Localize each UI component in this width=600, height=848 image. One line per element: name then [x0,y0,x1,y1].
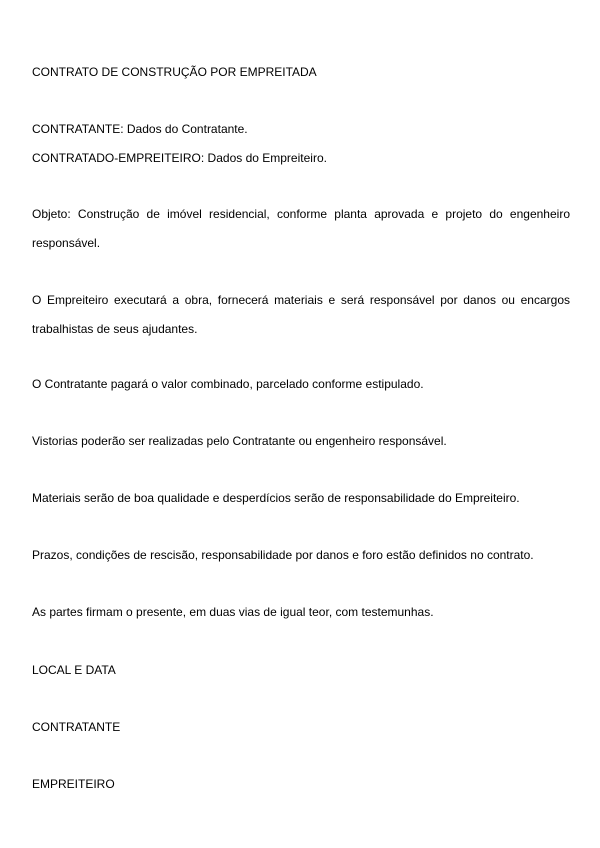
clause-pagamento: O Contratante pagará o valor combinado, parcelado conforme estipulado. [32,377,424,391]
signature-local-data: LOCAL E DATA [32,663,116,677]
clause-encerramento: As partes firmam o presente, em duas vias de igual teor, com testemunhas. [32,605,434,619]
clause-materiais: Materiais serão de boa qualidade e desperdícios serão de responsabilidade do Empreiteiro. [32,491,520,505]
clause-vistorias: Vistorias poderão ser realizadas pelo Contratante ou engenheiro responsável. [32,434,447,448]
clause-empreiteiro: O Empreiteiro executará a obra, fornecerá materiais e será responsável por danos ou encargos trabalhistas de seus ajudantes. [32,293,570,336]
clause-prazos: Prazos, condições de rescisão, responsabilidade por danos e foro estão definidos no contrato. [32,548,534,562]
contratado-line: CONTRATADO-EMPREITEIRO: Dados do Empreiteiro. [32,151,327,165]
clause-objeto: Objeto: Construção de imóvel residencial, conforme planta aprovada e projeto do engenheiro responsável. [32,207,570,250]
contratante-line: CONTRATANTE: Dados do Contratante. [32,122,248,136]
signature-empreiteiro: EMPREITEIRO [32,777,115,791]
document-title: CONTRATO DE CONSTRUÇÃO POR EMPREITADA [32,65,317,79]
signature-contratante: CONTRATANTE [32,720,121,734]
